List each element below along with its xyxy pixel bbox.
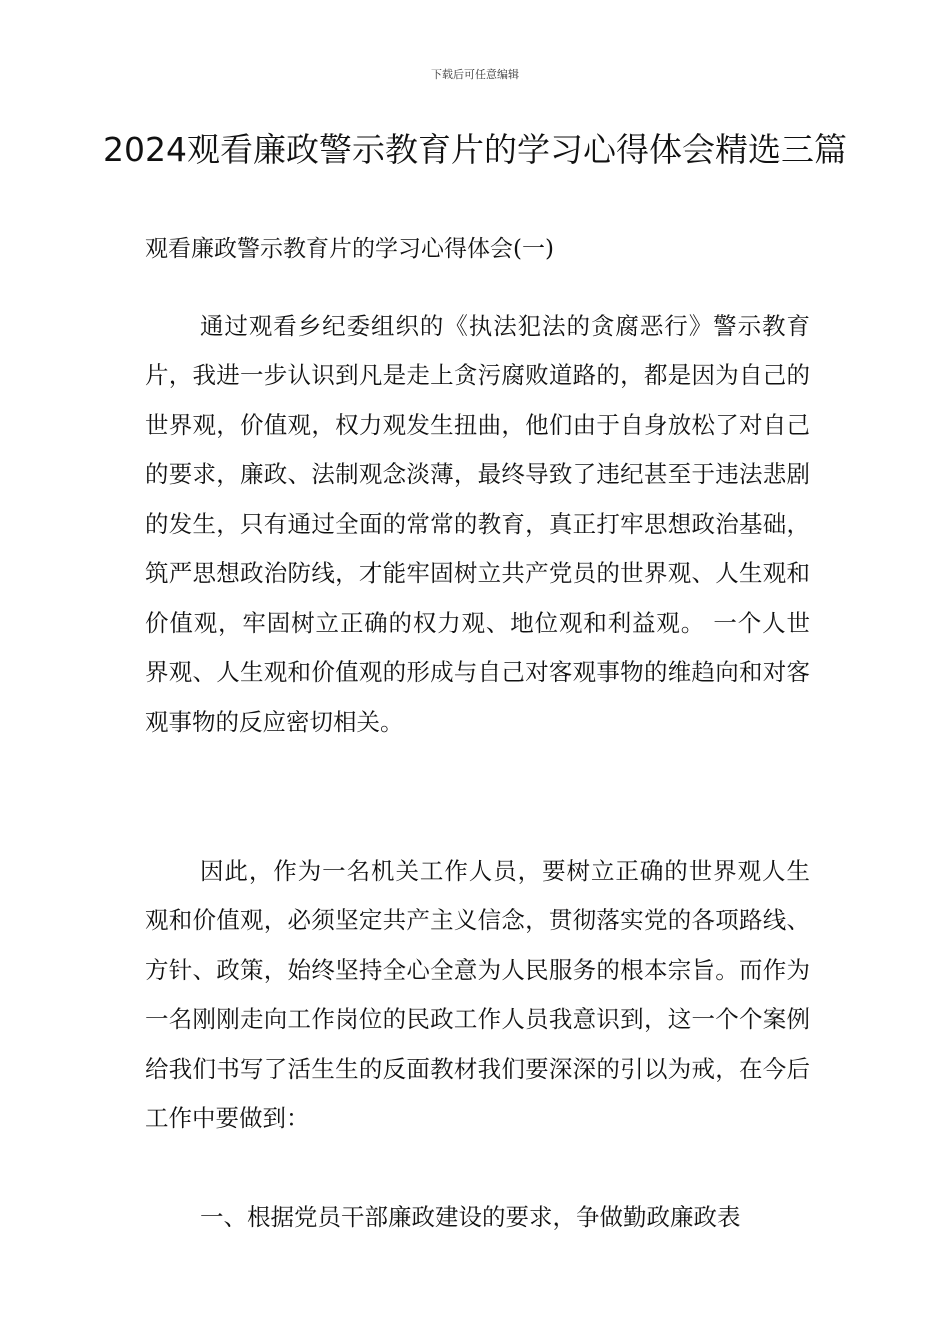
body-paragraph-3: 一、根据党员干部廉政建设的要求，争做勤政廉政表 bbox=[200, 1202, 741, 1231]
body-paragraph-1: 通过观看乡纪委组织的《执法犯法的贪腐恶行》警示教育片，我进一步认识到凡是走上贪污腐败道路的，都是因为自己的世界观，价值观，权力观发生扭曲，他们由于自身放松了对自己的要求，廉政、法制观念淡薄，最终导致了违纪甚至于违法悲剧的发生，只有通过全面的常常的教育，真正打牢思想政治基础，筑严思想政治防线，才能牢固树立共产党员的世界观、人生观和价值观，牢固树立正确的权力观、地位观和利益观。 一个人世界观、人生观和价值观的形成与自己对客观事物的维趋向和对客观事物的反应密切相关。 bbox=[145, 311, 810, 736]
section-subtitle: 观看廉政警示教育片的学习心得体会(一) bbox=[145, 236, 554, 262]
header-note: 下载后可任意编辑 bbox=[431, 68, 519, 81]
document-title: 2024观看廉政警示教育片的学习心得体会精选三篇 bbox=[103, 130, 847, 169]
body-paragraph-2: 因此，作为一名机关工作人员，要树立正确的世界观人生观和价值观，必须坚定共产主义信念，贯彻落实党的各项路线、方针、政策，始终坚持全心全意为人民服务的根本宗旨。而作为一名刚刚走向工作岗位的民政工作人员我意识到，这一个个案例给我们书写了活生生的反面教材我们要深深的引以为戒，在今后工作中要做到： bbox=[145, 856, 810, 1132]
